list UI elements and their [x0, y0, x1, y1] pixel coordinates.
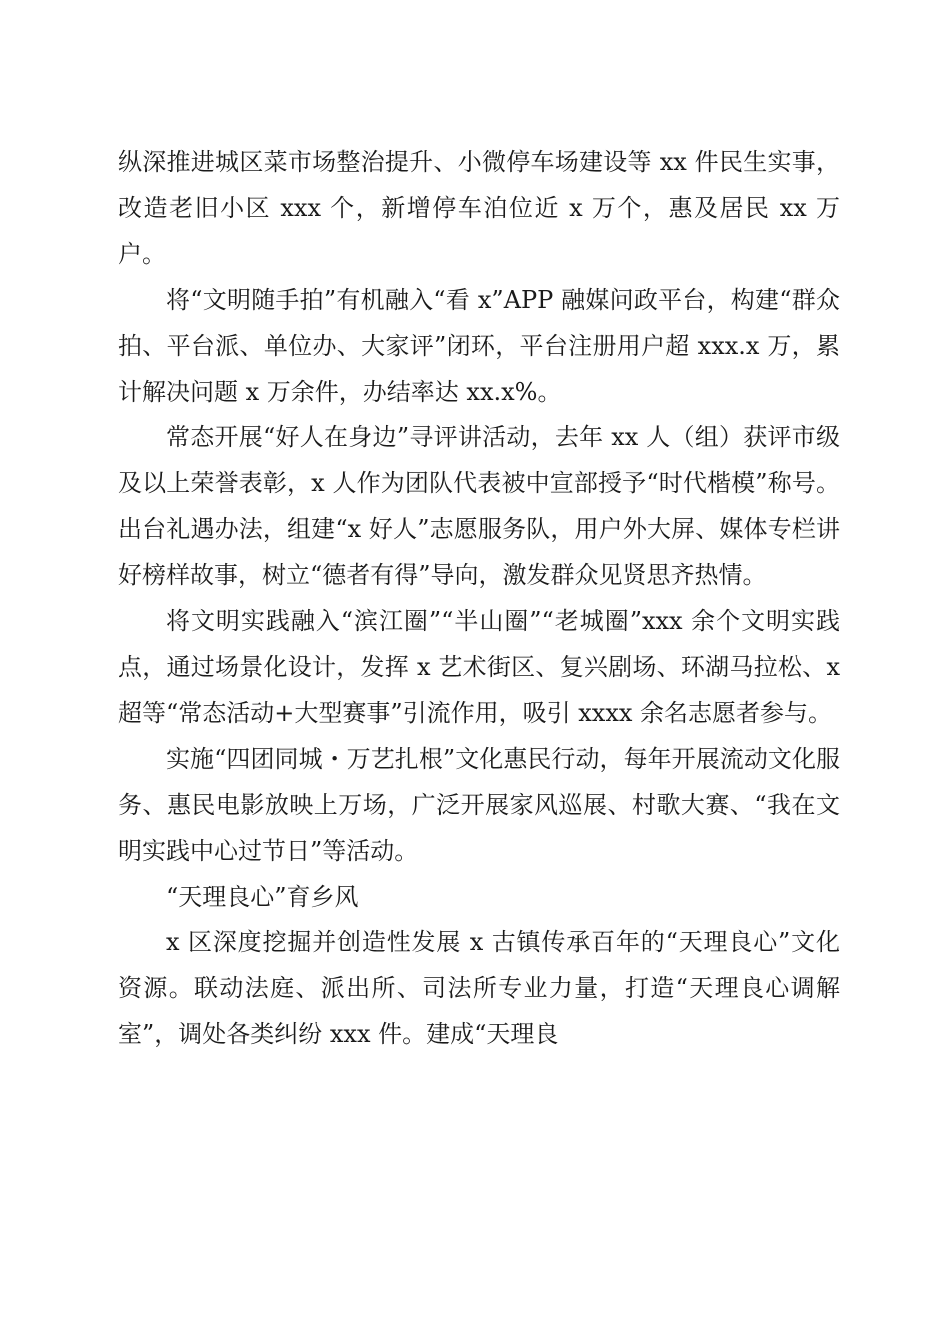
- document-body: [118, 140, 840, 1058]
- paragraph-conscience-culture: x 区深度挖掘并创造性发展 x 古镇传承百年的“天理良心”文化资源。联动法庭、派出所、司法所专业力量，打造“天理良心调解室”，调处各类纠纷 xxx 件。建成“天理良: [118, 928, 840, 1049]
- section-heading: “天理良心”育乡风: [166, 882, 359, 911]
- paragraph-cultural-benefit-action: 实施“四团同城・万艺扎根”文化惠民行动，每年开展流动文化服务、惠民电影放映上万场，广泛开展家风巡展、村歌大赛、“我在文明实践中心过节日”等活动。: [118, 744, 840, 865]
- paragraph-livelihood-projects: 纵深推进城区菜市场整治提升、小微停车场建设等 xx 件民生实事，改造老旧小区 xxx 个，新增停车泊位近 x 万个，惠及居民 xx 万户。: [118, 148, 840, 268]
- paragraph-good-people-campaign: 常态开展“好人在身边”寻评讲活动，去年 xx 人（组）获评市级及以上荣誉表彰，x 人作为团队代表被中宣部授予“时代楷模”称号。出台礼遇办法，组建“x 好人”志愿服务队，用户外大屏、媒体专栏讲好榜样故事，树立“德者有得”导向，激发群众见贤思齐热情。: [118, 423, 840, 590]
- paragraph-civilization-practice-points: 将文明实践融入“滨江圈”“半山圈”“老城圈”xxx 余个文明实践点，通过场景化设计，发挥 x 艺术街区、复兴剧场、环湖马拉松、x 超等“常态活动+大型赛事”引流作用，吸引 xxxx 余名志愿者参与。: [118, 607, 840, 727]
- paragraph-civilization-photo-platform: 将“文明随手拍”有机融入“看 x”APP 融媒问政平台，构建“群众拍、平台派、单位办、大家评”闭环，平台注册用户超 xxx.x 万，累计解决问题 x 万余件，办结率达 xx.x%。: [118, 285, 840, 406]
